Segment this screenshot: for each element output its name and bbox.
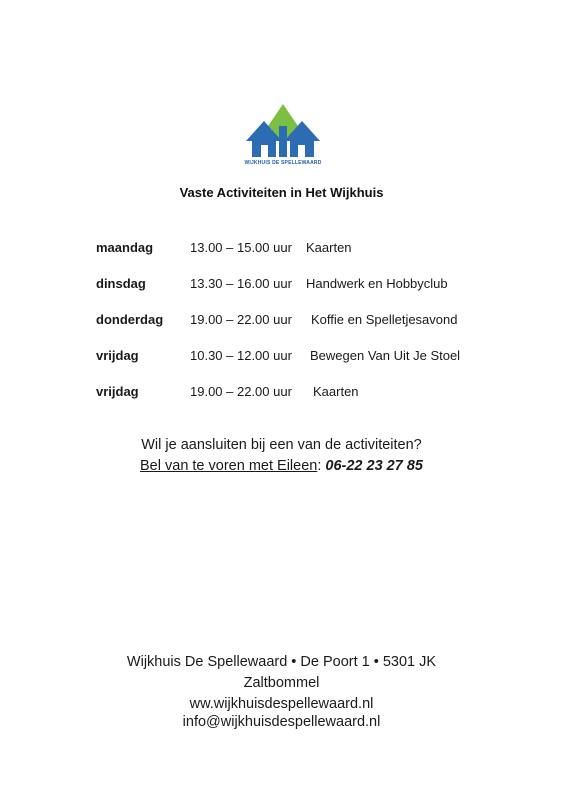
- schedule-activity: Handwerk en Hobbyclub: [306, 276, 448, 291]
- schedule-day: donderdag: [96, 312, 164, 327]
- footer-website[interactable]: ww.wijkhuisdespellewaard.nl: [189, 696, 374, 712]
- call-line: [0, 458, 563, 474]
- schedule-time: 13.00 – 15.00 uur: [190, 240, 292, 255]
- join-question: Wil je aansluiten bij een van de activiteiten?: [141, 437, 422, 453]
- schedule-time: 13.30 – 16.00 uur: [190, 276, 292, 291]
- schedule-row: [0, 384, 563, 402]
- schedule-time: 10.30 – 12.00 uur: [190, 348, 292, 363]
- footer-city: Zaltbommel: [243, 675, 320, 691]
- schedule-day: vrijdag: [96, 384, 139, 399]
- schedule-time: 19.00 – 22.00 uur: [190, 312, 292, 327]
- schedule-time: 19.00 – 22.00 uur: [190, 384, 292, 399]
- footer-address: Wijkhuis De Spellewaard • De Poort 1 • 5301 JK: [126, 654, 437, 670]
- footer-email[interactable]: info@wijkhuisdespellewaard.nl: [182, 714, 381, 730]
- schedule-activity: Bewegen Van Uit Je Stoel: [310, 348, 461, 363]
- schedule-activity: Kaarten: [313, 384, 359, 399]
- schedule-day: dinsdag: [96, 276, 146, 291]
- call-separator: :: [317, 458, 326, 474]
- schedule-day: maandag: [96, 240, 154, 255]
- schedule-activity: Kaarten: [306, 240, 352, 255]
- logo-caption: WIJKHUIS DE SPELLEWAARD: [244, 160, 322, 166]
- schedule-row: [0, 276, 563, 294]
- page-title: Vaste Activiteiten in Het Wijkhuis: [179, 185, 384, 200]
- schedule-activity: Koffie en Spelletjesavond: [311, 312, 458, 327]
- call-label: Bel van te voren met Eileen: [140, 458, 318, 474]
- schedule-row: [0, 240, 563, 258]
- schedule-row: [0, 312, 563, 330]
- phone-number[interactable]: 06-22 23 27 85: [325, 458, 423, 474]
- schedule-day: vrijdag: [96, 348, 139, 363]
- schedule-row: [0, 348, 563, 366]
